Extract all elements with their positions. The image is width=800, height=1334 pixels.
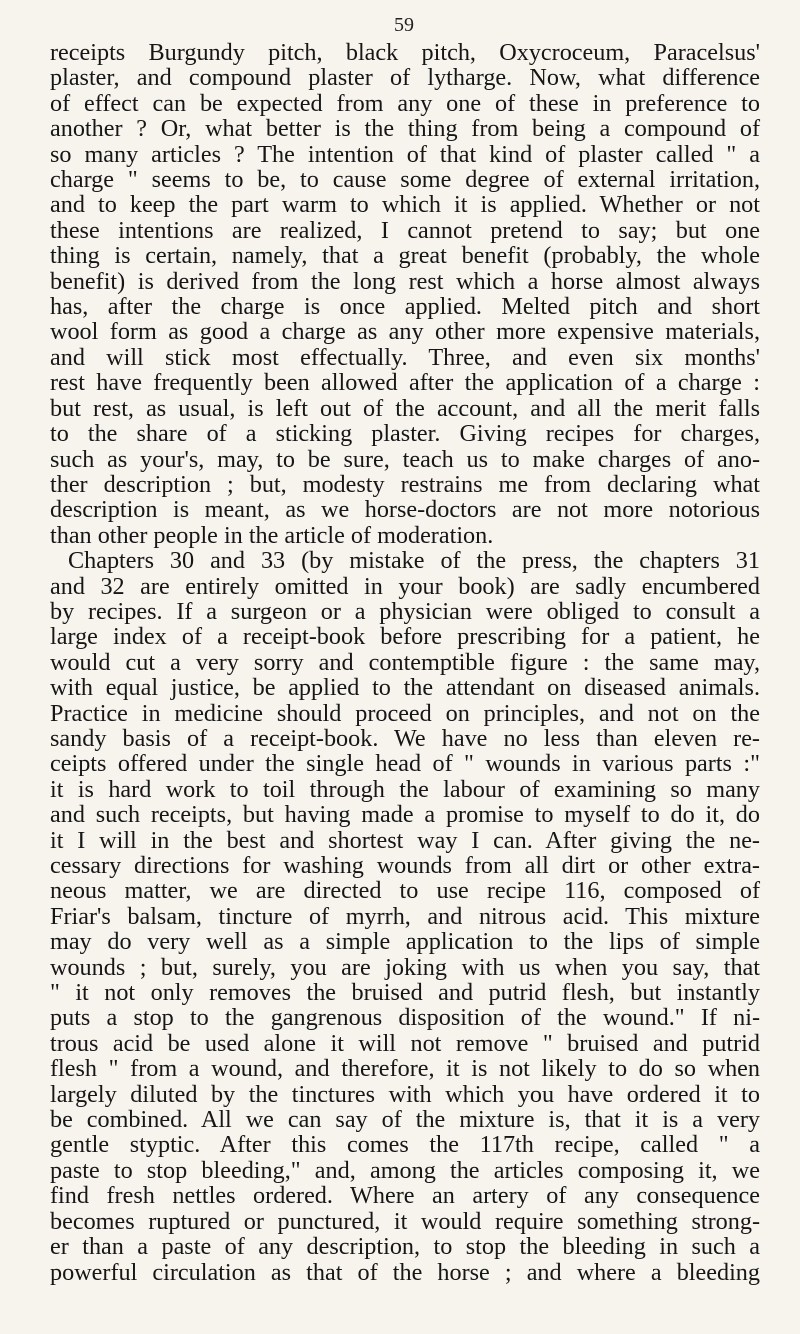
text-line: Friar's balsam, tincture of myrrh, and nitrous acid. This mixture — [50, 902, 760, 930]
text-line: Chapters 30 and 33 (by mistake of the press, the chapters 31 — [68, 547, 760, 575]
text-line: gentle styptic. After this comes the 117th recipe, called " a — [50, 1131, 760, 1159]
text-line: than other people in the article of moderation. — [50, 521, 494, 549]
text-line: thing is certain, namely, that a great benefit (probably, the whole — [50, 242, 760, 270]
text-line: another ? Or, what better is the thing from being a compound of — [50, 115, 760, 143]
text-line: description is meant, as we horse-doctors are not more notorious — [50, 496, 760, 524]
text-line: by recipes. If a surgeon or a physician were obliged to consult a — [50, 597, 760, 625]
text-line: puts a stop to the gangrenous disposition of the wound." If ni- — [50, 1004, 760, 1032]
text-line: these intentions are realized, I cannot pretend to say; but one — [50, 216, 760, 244]
body-text — [50, 40, 760, 1285]
text-line: Practice in medicine should proceed on principles, and not on the — [50, 699, 760, 727]
text-line: paste to stop bleeding," and, among the articles composing it, we — [50, 1156, 760, 1184]
text-line: with equal justice, be applied to the attendant on diseased animals. — [50, 674, 760, 702]
text-line: wool form as good a charge as any other more expensive materials, — [50, 318, 760, 346]
text-line: flesh " from a wound, and therefore, it is not likely to do so when — [50, 1055, 760, 1083]
text-line: of effect can be expected from any one of these in preference to — [50, 89, 760, 117]
text-line: it is hard work to toil through the labour of examining so many — [50, 775, 760, 803]
text-line: neous matter, we are directed to use recipe 116, composed of — [50, 877, 760, 905]
text-line: and such receipts, but having made a promise to myself to do it, do — [50, 801, 760, 829]
text-line: sandy basis of a receipt-book. We have no less than eleven re- — [50, 724, 760, 752]
text-line: large index of a receipt-book before prescribing for a patient, he — [50, 623, 760, 651]
text-line: and 32 are entirely omitted in your book) are sadly encumbered — [50, 572, 760, 600]
text-line: such as your's, may, to be sure, teach us to make charges of ano- — [50, 445, 760, 473]
text-line: be combined. All we can say of the mixture is, that it is a very — [50, 1106, 760, 1134]
text-line: ceipts offered under the single head of " wounds in various parts :" — [50, 750, 760, 778]
text-line: er than a paste of any description, to stop the bleeding in such a — [50, 1233, 760, 1261]
text-line: cessary directions for washing wounds from all dirt or other extra- — [50, 852, 760, 879]
text-line: becomes ruptured or punctured, it would require something strong- — [50, 1207, 760, 1235]
text-line: receipts Burgundy pitch, black pitch, Oxycroceum, Paracelsus' — [50, 39, 760, 66]
text-line: but rest, as usual, is left out of the account, and all the merit falls — [50, 394, 760, 422]
text-line: it I will in the best and shortest way I can. After giving the ne- — [50, 826, 760, 854]
text-line: and will stick most effectually. Three, and even six months' — [50, 343, 760, 371]
text-line: trous acid be used alone it will not remove " bruised and putrid — [50, 1029, 760, 1057]
text-line: wounds ; but, surely, you are joking with us when you say, that — [50, 953, 760, 981]
text-line: charge " seems to be, to cause some degree of external irritation, — [50, 166, 760, 194]
text-line: may do very well as a simple application to the lips of simple — [50, 928, 760, 956]
text-line: ther description ; but, modesty restrains me from declaring what — [50, 470, 760, 498]
text-line: plaster, and compound plaster of lytharge. Now, what difference — [50, 64, 760, 92]
text-line: so many articles ? The intention of that kind of plaster called " a — [50, 140, 760, 168]
text-line: to the share of a sticking plaster. Giving recipes for charges, — [50, 420, 760, 448]
text-line: " it not only removes the bruised and putrid flesh, but instantly — [50, 979, 760, 1007]
page-number: 59 — [394, 14, 414, 36]
text-line: would cut a very sorry and contemptible figure : the same may, — [50, 648, 760, 676]
text-line: largely diluted by the tinctures with which you have ordered it to — [50, 1080, 760, 1108]
text-line: rest have frequently been allowed after the application of a charge : — [50, 369, 760, 397]
text-line: has, after the charge is once applied. Melted pitch and short — [50, 293, 760, 321]
text-line: and to keep the part warm to which it is applied. Whether or not — [50, 191, 760, 219]
text-line: benefit) is derived from the long rest which a horse almost always — [50, 267, 760, 295]
text-line: find fresh nettles ordered. Where an artery of any consequence — [50, 1182, 760, 1210]
text-line: powerful circulation as that of the horse ; and where a bleeding — [50, 1258, 760, 1286]
